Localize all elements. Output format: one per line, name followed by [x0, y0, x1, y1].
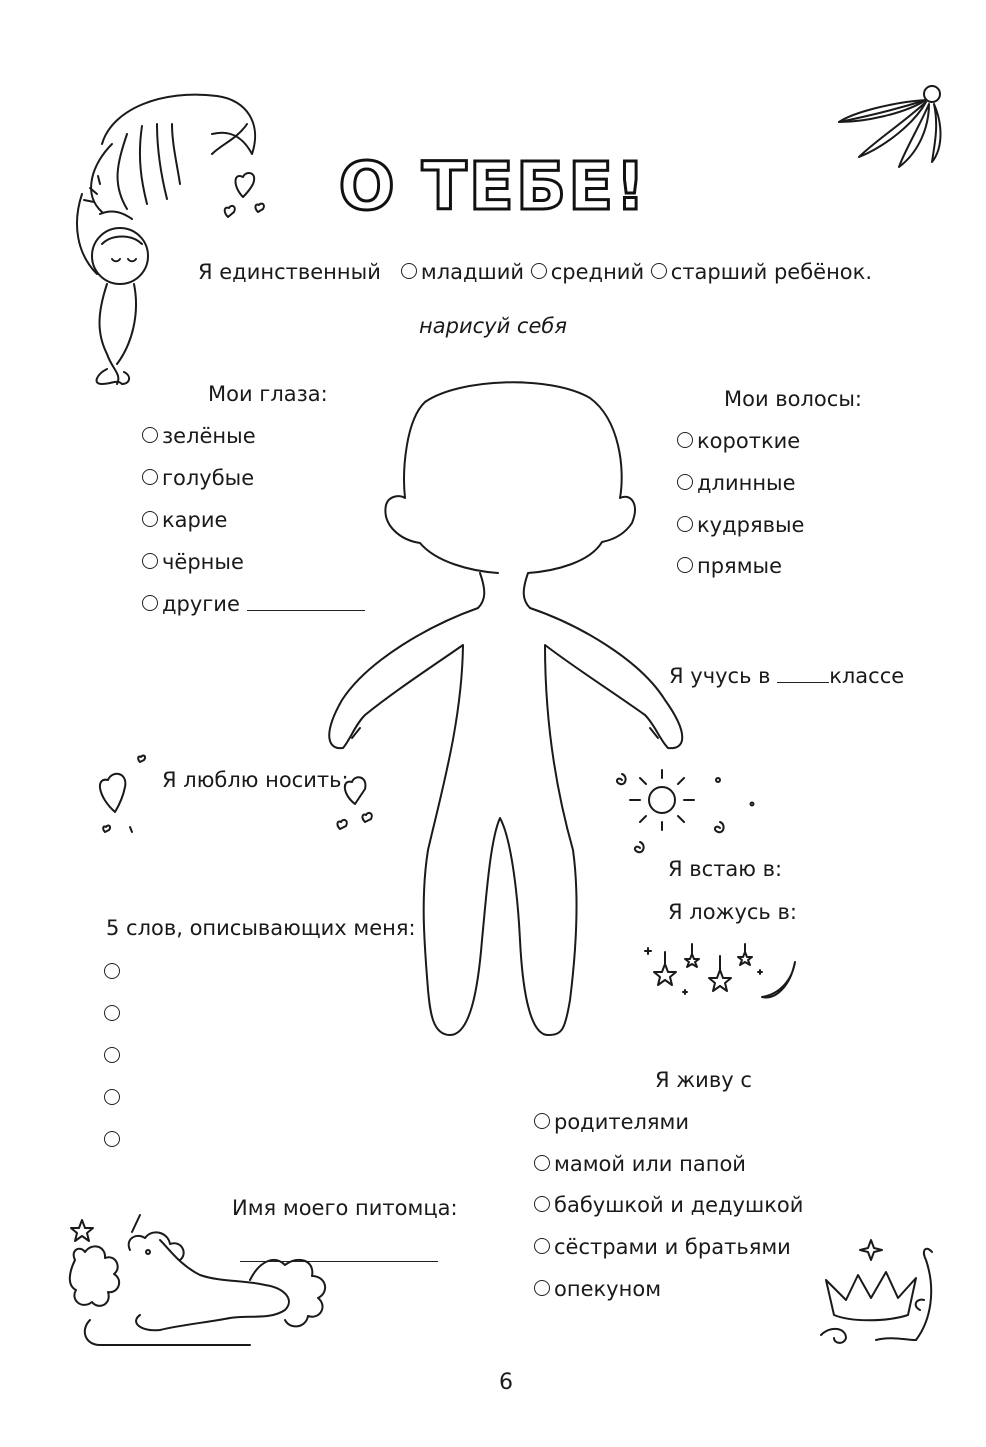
option-youngest: младший	[420, 260, 525, 284]
crown-icon	[816, 1240, 946, 1350]
lives-label: опекуном	[554, 1277, 662, 1301]
option-middle: средний	[550, 260, 645, 284]
leaf-icon	[834, 82, 954, 172]
hair-label: длинные	[697, 471, 796, 495]
heart-icon	[218, 162, 278, 232]
draw-hint: нарисуй себя	[419, 314, 567, 338]
page-title: О ТЕБЕ!	[338, 148, 648, 225]
eyes-label: карие	[162, 508, 228, 532]
sleep-label: Я ложусь в:	[668, 900, 797, 924]
mermaid-icon	[72, 84, 272, 384]
heart-icon	[90, 752, 160, 852]
wake-label: Я встаю в:	[668, 857, 783, 881]
lives-label: родителями	[554, 1110, 690, 1134]
lives-heading: Я живу с	[655, 1068, 752, 1092]
school-before: Я учусь в	[669, 664, 771, 688]
eyes-heading: Мои глаза:	[208, 382, 328, 406]
hair-heading: Мои волосы:	[724, 387, 862, 411]
sun-icon	[610, 768, 760, 858]
child-order-lead: Я единственный	[198, 260, 381, 284]
wear-label: Я люблю носить:	[162, 768, 349, 792]
hair-label: короткие	[697, 429, 801, 453]
option-oldest: старший ребёнок.	[670, 260, 873, 284]
eyes-label: зелёные	[162, 424, 256, 448]
hair-label: кудрявые	[697, 513, 805, 537]
lives-label: сёстрами и братьями	[554, 1235, 791, 1259]
heart-icon	[330, 764, 380, 844]
lives-label: мамой или папой	[554, 1152, 746, 1176]
pet-label: Имя моего питомца:	[232, 1196, 458, 1220]
words-heading: 5 слов, описывающих меня:	[106, 916, 416, 940]
eyes-label: голубые	[162, 466, 255, 490]
moon-icon	[640, 942, 810, 1012]
eyes-label: чёрные	[162, 550, 244, 574]
hair-label: прямые	[697, 554, 783, 578]
school-after: классе	[829, 664, 905, 688]
unicorn-icon	[70, 1210, 340, 1360]
eyes-label: другие	[162, 592, 240, 616]
page-number: 6	[499, 1370, 513, 1395]
lives-label: бабушкой и дедушкой	[554, 1193, 804, 1217]
